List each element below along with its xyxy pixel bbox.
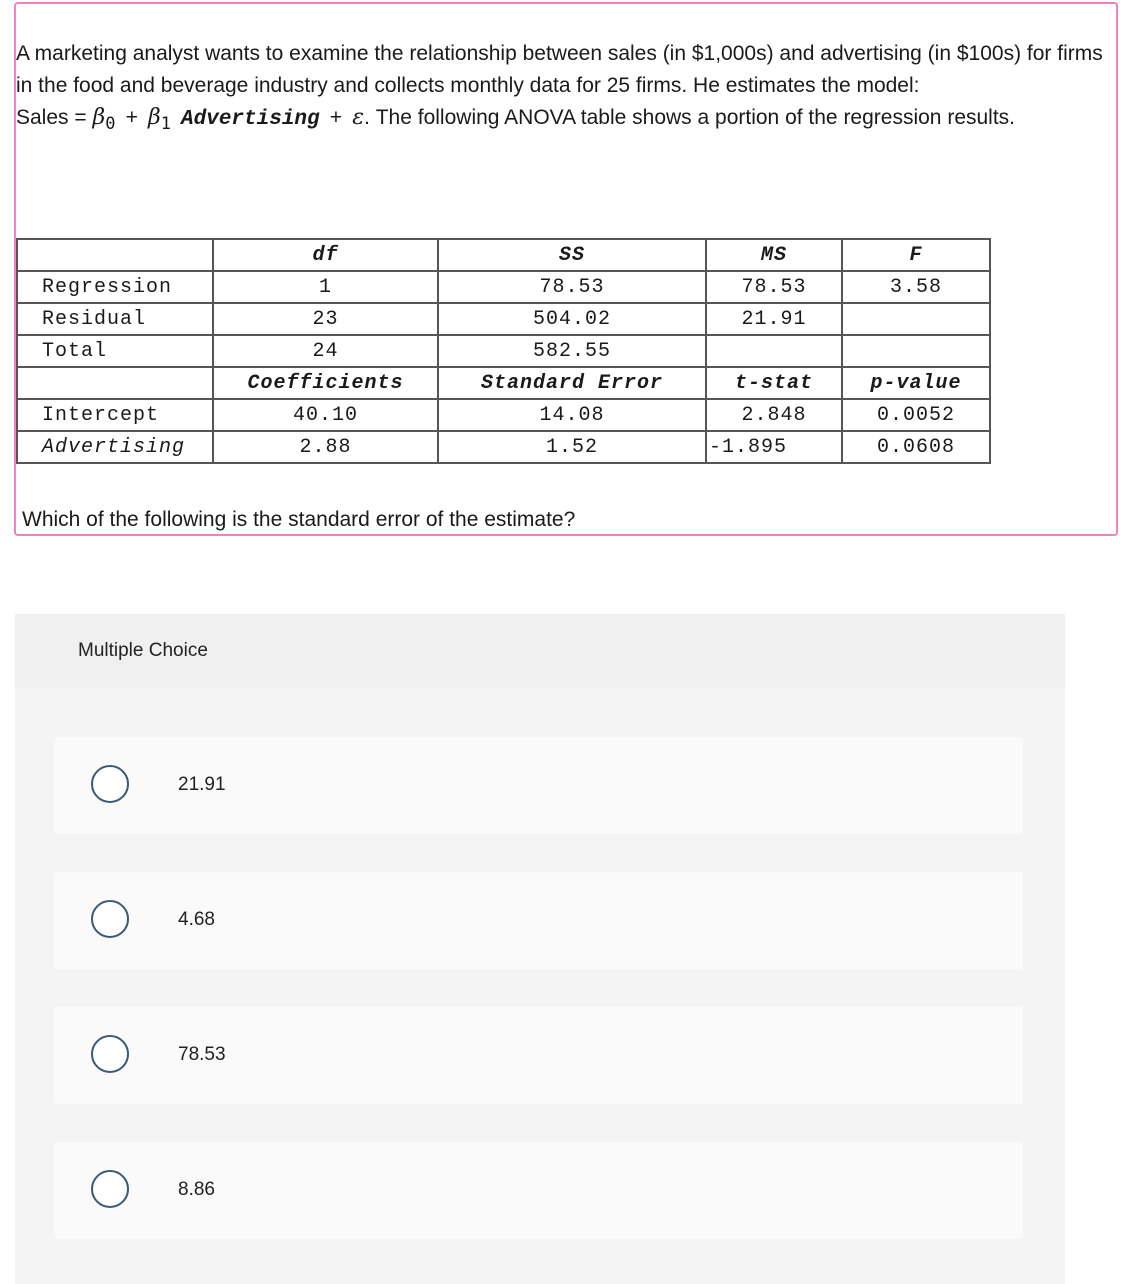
model-suffix: . The following ANOVA table shows a portion of the regression results. (364, 106, 1016, 129)
radio-button[interactable] (91, 900, 129, 938)
cell-ms (706, 335, 842, 367)
question-paragraph: A marketing analyst wants to examine the relationship between sales (in $1,000s) and advertising (in $100s) for firms in the food and beverage industry and collects monthly data for 25 firms. He estimates the model: (16, 42, 1103, 97)
model-prefix: Sales = (16, 106, 93, 129)
option-label[interactable]: 21.91 (178, 774, 226, 795)
header-df: df (213, 239, 438, 271)
cell-se: 1.52 (438, 431, 706, 463)
header-f: F (842, 239, 990, 271)
beta0-symbol: β (92, 105, 106, 130)
table-row (17, 431, 990, 463)
cell-coef: 40.10 (213, 399, 438, 431)
advertising-variable: Advertising (181, 108, 320, 131)
header-ss: SS (438, 239, 706, 271)
cell-df: 24 (213, 335, 438, 367)
row-label-total: Total (17, 335, 213, 367)
table-row (17, 271, 990, 303)
answer-option[interactable] (54, 737, 1023, 834)
multiple-choice-panel (15, 614, 1065, 1284)
row-label-intercept: Intercept (17, 399, 213, 431)
radio-button[interactable] (91, 1170, 129, 1208)
header-coefficients: Coefficients (213, 367, 438, 399)
option-label[interactable]: 8.86 (178, 1179, 215, 1200)
cell-df: 23 (213, 303, 438, 335)
table-row (17, 335, 990, 367)
cell-ms: 21.91 (706, 303, 842, 335)
row-label-residual: Residual (17, 303, 213, 335)
question-stem (16, 38, 1106, 140)
table-row (17, 399, 990, 431)
cell-t: 2.848 (706, 399, 842, 431)
row-label-advertising: Advertising (17, 431, 213, 463)
multiple-choice-title: Multiple Choice (78, 640, 208, 661)
question-prompt: Which of the following is the standard error of the estimate? (22, 508, 576, 531)
plus-sign: + (125, 108, 139, 131)
header-p-value: p-value (842, 367, 990, 399)
radio-button[interactable] (91, 765, 129, 803)
cell-ms: 78.53 (706, 271, 842, 303)
beta1-symbol: β (148, 105, 161, 130)
header-t-stat: t-stat (706, 367, 842, 399)
model-equation (16, 102, 1106, 140)
answer-option[interactable] (54, 1007, 1023, 1104)
answer-option[interactable] (54, 1142, 1023, 1239)
coef-header-blank (17, 367, 213, 399)
cell-df: 1 (213, 271, 438, 303)
header-standard-error: Standard Error (438, 367, 706, 399)
question-box (14, 2, 1118, 536)
multiple-choice-header (15, 614, 1065, 688)
cell-ss: 78.53 (438, 271, 706, 303)
row-label-regression: Regression (17, 271, 213, 303)
coef-header-row (17, 367, 990, 399)
cell-p: 0.0052 (842, 399, 990, 431)
beta1-subscript: 1 (160, 114, 172, 134)
cell-t: -1.895 (706, 431, 842, 463)
cell-coef: 2.88 (213, 431, 438, 463)
option-label[interactable]: 4.68 (178, 909, 215, 930)
cell-f: 3.58 (842, 271, 990, 303)
beta0-subscript: 0 (105, 114, 116, 134)
cell-ss: 504.02 (438, 303, 706, 335)
table-row (17, 303, 990, 335)
answer-option[interactable] (54, 872, 1023, 969)
cell-f (842, 303, 990, 335)
plus-sign-2: + (329, 108, 343, 131)
anova-header-row (17, 239, 990, 271)
anova-table (16, 238, 991, 464)
cell-p: 0.0608 (842, 431, 990, 463)
header-ms: MS (706, 239, 842, 271)
option-label[interactable]: 78.53 (178, 1044, 226, 1065)
cell-se: 14.08 (438, 399, 706, 431)
cell-ss: 582.55 (438, 335, 706, 367)
header-blank (17, 239, 213, 271)
radio-button[interactable] (91, 1035, 129, 1073)
epsilon-symbol: ε (352, 105, 365, 130)
cell-f (842, 335, 990, 367)
